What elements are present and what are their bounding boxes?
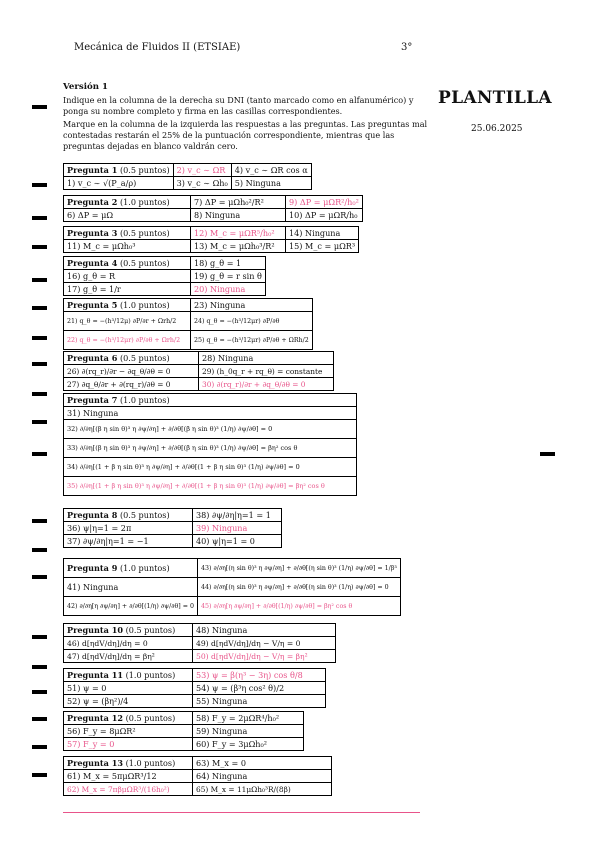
q4-header: Pregunta 4 (0.5 puntos) <box>64 257 191 270</box>
option-4[interactable]: 4) v_c ∼ ΩR cos α <box>231 164 311 177</box>
question-6 <box>63 351 334 391</box>
option-5[interactable]: 5) Ninguna <box>231 177 311 190</box>
q11-header: Pregunta 11 (1.0 puntos) <box>64 669 193 682</box>
option-7[interactable]: 7) ΔP = μΩh₀²/R² <box>191 196 286 209</box>
question-13 <box>63 756 332 796</box>
option-19[interactable]: 19) g_θ = r sin θ <box>191 270 266 283</box>
option-38[interactable]: 38) ∂ψ/∂η|η=1 = 1 <box>193 509 282 522</box>
option-6[interactable]: 6) ΔP = μΩ <box>64 209 191 222</box>
option-27[interactable]: 27) ∂q_θ/∂r + ∂(rq_r)/∂θ = 0 <box>64 378 199 391</box>
question-10 <box>63 623 336 663</box>
question-1 <box>63 163 312 190</box>
option-47[interactable]: 47) d[ηdV/dη]/dη = βη² <box>64 650 193 663</box>
timing-mark <box>32 362 47 366</box>
option-10[interactable]: 10) ΔP = μΩR/h₀ <box>286 209 363 222</box>
page-number: 3° <box>401 42 413 53</box>
option-56[interactable]: 56) F_y = 8μΩR² <box>64 725 193 738</box>
q9-header: Pregunta 9 (1.0 puntos) <box>64 559 198 578</box>
timing-mark <box>32 306 47 310</box>
q1-header: Pregunta 1 (0.5 puntos) <box>64 164 174 177</box>
option-14[interactable]: 14) Ninguna <box>286 227 359 240</box>
option-33[interactable]: 33) ∂/∂η[(β η sin θ)³ η ∂ψ/∂η] + ∂/∂θ[(β η sin θ)³ (1/η) ∂ψ/∂θ] = βη² cos θ <box>64 439 357 458</box>
question-11 <box>63 668 326 708</box>
option-53[interactable]: 53) ψ = β(η³ − 3η) cos θ/8 <box>193 669 326 682</box>
timing-mark <box>32 278 47 282</box>
option-16[interactable]: 16) g_θ = R <box>64 270 191 283</box>
option-48[interactable]: 48) Ninguna <box>193 624 336 637</box>
option-52[interactable]: 52) ψ = (βη²)/4 <box>64 695 193 708</box>
option-34[interactable]: 34) ∂/∂η[(1 + β η sin θ)³ η ∂ψ/∂η] + ∂/∂θ[(1 + β η sin θ)³ (1/η) ∂ψ/∂θ] = 0 <box>64 458 357 477</box>
option-9[interactable]: 9) ΔP = μΩR²/h₀² <box>286 196 363 209</box>
option-18[interactable]: 18) g_θ = 1 <box>191 257 266 270</box>
timing-mark <box>32 635 47 639</box>
option-32[interactable]: 32) ∂/∂η[(β η sin θ)³ η ∂ψ/∂η] + ∂/∂θ[(β η sin θ)³ (1/η) ∂ψ/∂θ] = 0 <box>64 420 357 439</box>
option-44[interactable]: 44) ∂/∂η[(η sin θ)³ η ∂ψ/∂η] + ∂/∂θ[(η sin θ)³ (1/η) ∂ψ/∂θ] = 0 <box>198 578 401 597</box>
option-20[interactable]: 20) Ninguna <box>191 283 266 296</box>
instructions-paragraph-1: Indique en la columna de la derecha su DNI (tanto marcado como en alfanumérico) y ponga su nombre completo y firma en las casillas correspondientes. <box>63 95 414 116</box>
timing-mark <box>32 336 47 340</box>
timing-mark <box>32 452 47 456</box>
q12-header: Pregunta 12 (0.5 puntos) <box>64 712 193 725</box>
option-64[interactable]: 64) Ninguna <box>193 770 332 783</box>
q8-header: Pregunta 8 (0.5 puntos) <box>64 509 193 522</box>
question-4 <box>63 256 266 296</box>
option-25[interactable]: 25) q_θ = −(h³/12μr) ∂P/∂θ + ΩRh/2 <box>191 331 313 350</box>
option-17[interactable]: 17) g_θ = 1/r <box>64 283 191 296</box>
question-2 <box>63 195 363 222</box>
timing-mark <box>32 548 47 552</box>
option-45[interactable]: 45) ∂/∂η[η ∂ψ/∂η] + ∂/∂θ[(1/η) ∂ψ/∂θ] = βη² cos θ <box>198 597 401 616</box>
timing-mark <box>32 105 47 109</box>
option-65[interactable]: 65) M_x = 11μΩh₀³R/(8β) <box>193 783 332 796</box>
option-63[interactable]: 63) M_x = 0 <box>193 757 332 770</box>
option-21[interactable]: 21) q_θ = −(h³/12μ) ∂P/∂r + Ωrh/2 <box>64 312 191 331</box>
instructions <box>63 95 431 154</box>
option-59[interactable]: 59) Ninguna <box>193 725 304 738</box>
option-57[interactable]: 57) F_y = 0 <box>64 738 193 751</box>
option-24[interactable]: 24) q_θ = −(h³/12μr) ∂P/∂θ <box>191 312 313 331</box>
q2-header: Pregunta 2 (1.0 puntos) <box>64 196 191 209</box>
timing-mark <box>32 745 47 749</box>
option-43[interactable]: 43) ∂/∂η[(η sin θ)³ η ∂ψ/∂η] + ∂/∂θ[(η sin θ)³ (1/η) ∂ψ/∂θ] = 1/β³ <box>198 559 401 578</box>
timing-mark <box>540 452 555 456</box>
q6-header: Pregunta 6 (0.5 puntos) <box>64 352 199 365</box>
option-11[interactable]: 11) M_c = μΩh₀³ <box>64 240 191 253</box>
timing-mark <box>32 690 47 694</box>
timing-mark <box>32 665 47 669</box>
question-12 <box>63 711 304 751</box>
instructions-paragraph-2: Marque en la columna de la izquierda las respuestas a las preguntas. Las preguntas mal contestadas restarán el 25% de la puntuación correspondiente, mientras que las preguntas dejadas en blanco valdrán cero. <box>63 119 428 151</box>
option-23[interactable]: 23) Ninguna <box>191 299 313 312</box>
timing-mark <box>32 183 47 187</box>
option-12[interactable]: 12) M_c = μΩR⁵/h₀² <box>191 227 286 240</box>
question-5 <box>63 298 313 350</box>
option-1[interactable]: 1) v_c ∼ √(P_a/ρ) <box>64 177 174 190</box>
course-header: Mecánica de Fluidos II (ETSIAE) <box>74 42 241 53</box>
q3-header: Pregunta 3 (0.5 puntos) <box>64 227 191 240</box>
option-22[interactable]: 22) q_θ = −(h³/12μr) ∂P/∂θ + Ωrh/2 <box>64 331 191 350</box>
timing-mark <box>32 216 47 220</box>
timing-mark <box>32 717 47 721</box>
bottom-rule <box>63 812 420 813</box>
q7-header: Pregunta 7 (1.0 puntos) <box>64 394 357 407</box>
option-36[interactable]: 36) ψ|η=1 = 2π <box>64 522 193 535</box>
option-60[interactable]: 60) F_y = 3μΩh₀² <box>193 738 304 751</box>
option-29[interactable]: 29) (h_0q_r + rq_θ) = constante <box>199 365 334 378</box>
option-61[interactable]: 61) M_x = 5πμΩR³/12 <box>64 770 193 783</box>
option-26[interactable]: 26) ∂(rq_r)/∂r − ∂q_θ/∂θ = 0 <box>64 365 199 378</box>
option-13[interactable]: 13) M_c = μΩh₀³/R² <box>191 240 286 253</box>
option-54[interactable]: 54) ψ = (β³η cos² θ)/2 <box>193 682 326 695</box>
option-46[interactable]: 46) d[ηdV/dη]/dη = 0 <box>64 637 193 650</box>
option-42[interactable]: 42) ∂/∂η[η ∂ψ/∂η] + ∂/∂θ[(1/η) ∂ψ/∂θ] = 0 <box>64 597 198 616</box>
timing-mark <box>32 575 47 579</box>
timing-mark <box>32 420 47 424</box>
question-8 <box>63 508 282 548</box>
q13-header: Pregunta 13 (1.0 puntos) <box>64 757 193 770</box>
version-label: Versión 1 <box>63 82 108 92</box>
question-3 <box>63 226 359 253</box>
option-58[interactable]: 58) F_y = 2μΩR⁴/h₀² <box>193 712 304 725</box>
option-50[interactable]: 50) d[ηdV/dη]/dη − V/η = βη² <box>193 650 336 663</box>
option-35[interactable]: 35) ∂/∂η[(1 + β η sin θ)³ η ∂ψ/∂η] + ∂/∂θ[(1 + β η sin θ)³ (1/η) ∂ψ/∂θ] = βη² cos θ <box>64 477 357 496</box>
timing-mark <box>32 773 47 777</box>
option-49[interactable]: 49) d[ηdV/dη]/dη − V/η = 0 <box>193 637 336 650</box>
option-31[interactable]: 31) Ninguna <box>64 407 357 420</box>
question-9 <box>63 558 401 616</box>
option-51[interactable]: 51) ψ = 0 <box>64 682 193 695</box>
option-28[interactable]: 28) Ninguna <box>199 352 334 365</box>
option-39[interactable]: 39) Ninguna <box>193 522 282 535</box>
option-30[interactable]: 30) ∂(rq_r)/∂r + ∂q_θ/∂θ = 0 <box>199 378 334 391</box>
q10-header: Pregunta 10 (0.5 puntos) <box>64 624 193 637</box>
timing-mark <box>32 245 47 249</box>
exam-date: 25.06.2025 <box>471 124 523 134</box>
template-title: PLANTILLA <box>438 88 552 108</box>
option-40[interactable]: 40) ψ|η=1 = 0 <box>193 535 282 548</box>
option-62[interactable]: 62) M_x = 7πβμΩR³/(16h₀²) <box>64 783 193 796</box>
question-7 <box>63 393 357 496</box>
timing-mark <box>32 519 47 523</box>
timing-mark <box>32 392 47 396</box>
option-2[interactable]: 2) v_c ∼ ΩR <box>173 164 231 177</box>
option-15[interactable]: 15) M_c = μΩR³ <box>286 240 359 253</box>
q5-header: Pregunta 5 (1.0 puntos) <box>64 299 191 312</box>
option-3[interactable]: 3) v_c ∼ Ωh₀ <box>173 177 231 190</box>
option-41[interactable]: 41) Ninguna <box>64 578 198 597</box>
option-8[interactable]: 8) Ninguna <box>191 209 286 222</box>
option-37[interactable]: 37) ∂ψ/∂η|η=1 = −1 <box>64 535 193 548</box>
option-55[interactable]: 55) Ninguna <box>193 695 326 708</box>
